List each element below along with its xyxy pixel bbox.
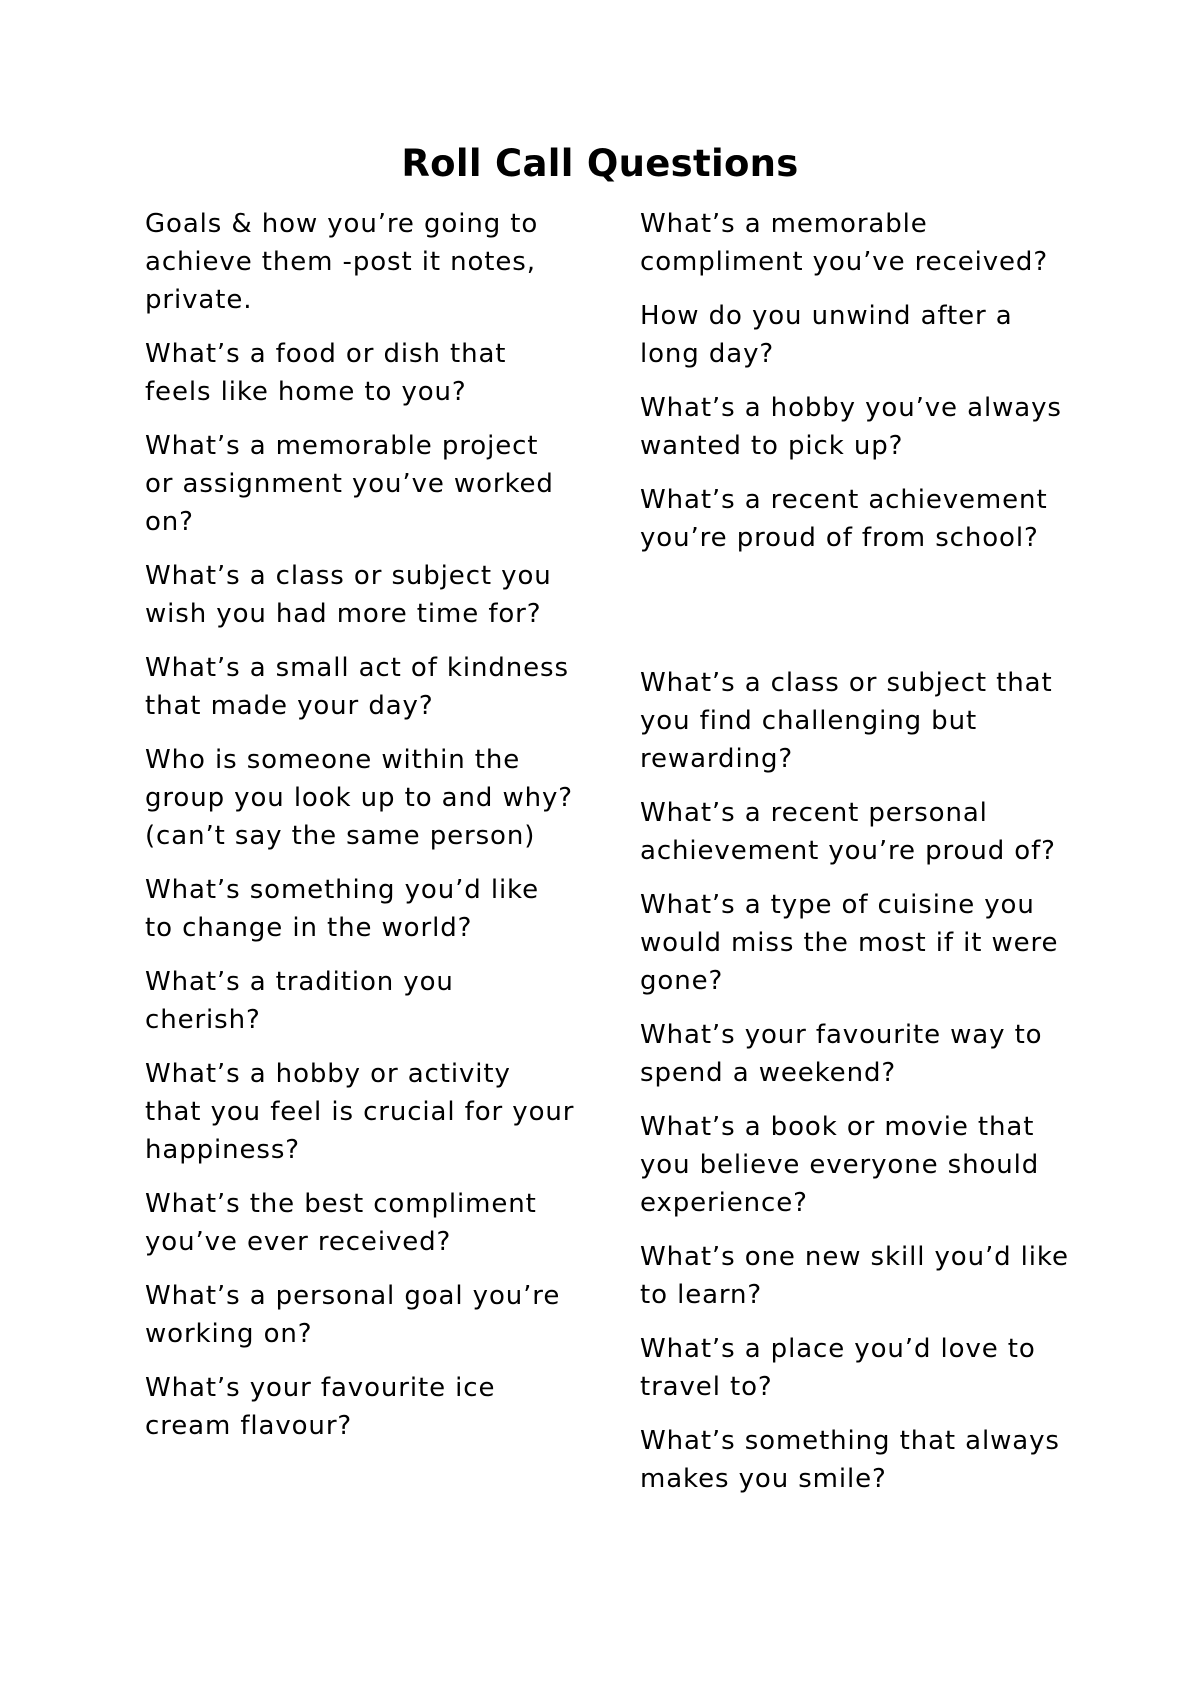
- question-item: What’s a hobby you’ve always wanted to pick up?: [640, 393, 1062, 461]
- page-title: Roll Call Questions: [401, 142, 799, 185]
- blank-spacer: [640, 573, 1080, 664]
- question-item: What’s the best compliment you’ve ever received?: [145, 1189, 537, 1257]
- question-item: What’s one new skill you’d like to learn?: [640, 1242, 1069, 1310]
- question-item: What’s a food or dish that feels like home to you?: [145, 339, 507, 407]
- question-item: What’s your favourite way to spend a weekend?: [640, 1020, 1043, 1088]
- questions-left-column: [145, 205, 575, 1461]
- question-item: What’s a memorable compliment you’ve received?: [640, 209, 1049, 277]
- question-item: Who is someone within the group you look up to and why? (can’t say the same person): [145, 745, 573, 851]
- question-item: What’s a type of cuisine you would miss the most if it were gone?: [640, 890, 1059, 996]
- question-item: What’s something that always makes you smile?: [640, 1426, 1060, 1494]
- question-item: What’s a class or subject you wish you had more time for?: [145, 561, 552, 629]
- question-item: What’s a personal goal you’re working on?: [145, 1281, 561, 1349]
- question-item: What’s a place you’d love to travel to?: [640, 1334, 1036, 1402]
- question-item: What’s a class or subject that you find challenging but rewarding?: [640, 668, 1053, 774]
- question-item: What’s a recent achievement you’re proud of from school?: [640, 485, 1048, 553]
- question-item: What’s a book or movie that you believe everyone should experience?: [640, 1112, 1040, 1218]
- question-item: What’s a memorable project or assignment you’ve worked on?: [145, 431, 554, 537]
- question-item: What’s a recent personal achievement you’re proud of?: [640, 798, 1056, 866]
- questions-right-column: [640, 205, 1080, 1514]
- question-item: How do you unwind after a long day?: [640, 301, 1013, 369]
- question-item: What’s something you’d like to change in the world?: [145, 875, 539, 943]
- question-item: What’s a small act of kindness that made your day?: [145, 653, 569, 721]
- question-item: What’s a tradition you cherish?: [145, 967, 454, 1035]
- question-item: What’s a hobby or activity that you feel is crucial for your happiness?: [145, 1059, 575, 1165]
- question-item: Goals & how you’re going to achieve them -post it notes, private.: [145, 209, 539, 315]
- question-item: What’s your favourite ice cream flavour?: [145, 1373, 496, 1441]
